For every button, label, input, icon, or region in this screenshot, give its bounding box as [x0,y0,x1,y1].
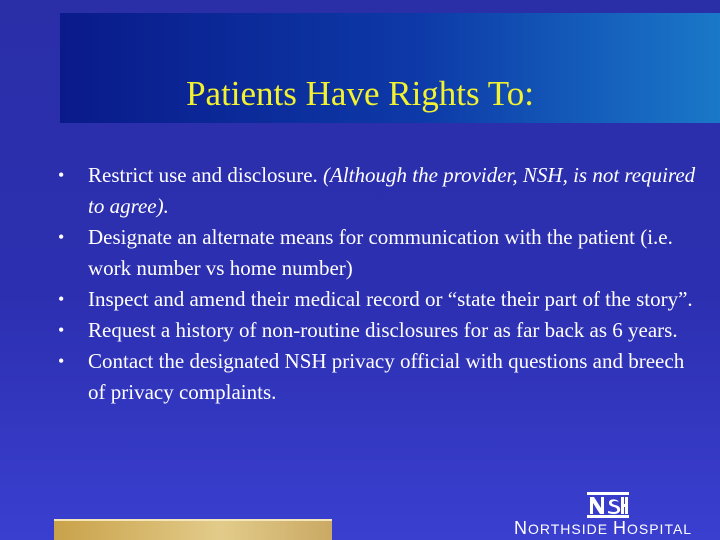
bullet-text: Designate an alternate means for communication with the patient (i.e. work number vs home number) [88,225,673,280]
footer-accent-bar [54,519,332,540]
logo-word-orthside: ORTHSIDE [528,521,609,537]
bullet-text: Contact the designated NSH privacy official with questions and breech of privacy complaints. [88,349,685,404]
nsh-logo-mark-icon [587,492,629,518]
bullet-item [58,284,698,315]
northside-hospital-logo [500,490,715,538]
bullet-text: Restrict use and disclosure. [88,163,324,187]
bullet-dot: • [58,227,65,247]
bullet-item [58,160,698,222]
bullet-item [58,346,698,408]
bullet-italic-note: (Although the provider, NSH, is not required to agree). [88,163,696,218]
logo-wordmark [514,518,692,539]
bullet-text: Inspect and amend their medical record or “state their part of the story”. [88,287,693,311]
logo-word-ospital: OSPITAL [626,521,693,537]
bullet-dot: • [58,165,65,185]
bullet-text: Request a history of non-routine disclosures for as far back as 6 years. [88,318,678,342]
logo-letter-h: H [612,518,627,538]
bullet-dot: • [58,289,65,309]
bullet-item [58,315,698,346]
bullet-list [58,160,698,408]
slide-title: Patients Have Rights To: [186,74,534,113]
bullet-dot: • [58,320,65,340]
bullet-dot: • [58,351,65,371]
bullet-item [58,222,698,284]
logo-letter-n: N [514,518,528,538]
